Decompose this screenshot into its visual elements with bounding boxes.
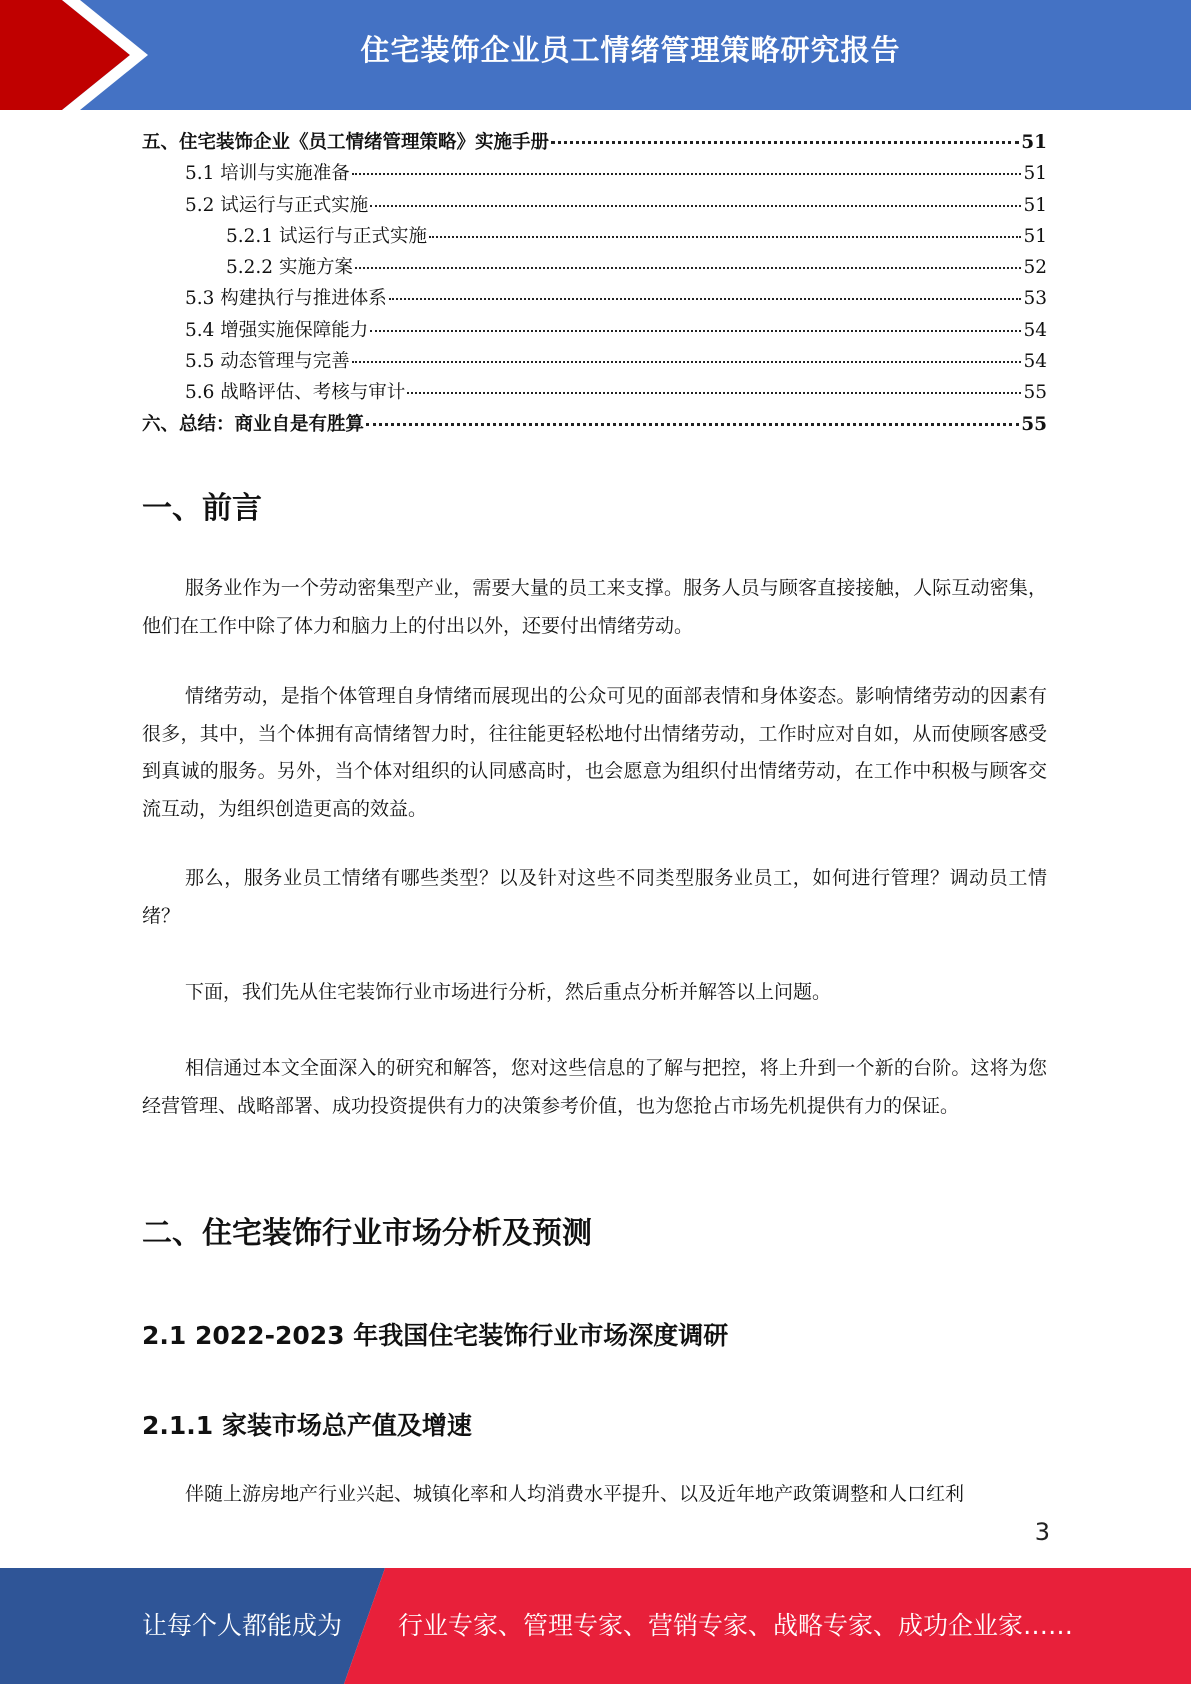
toc-entry-label: 5.1 培训与实施准备 (185, 163, 350, 185)
toc-entry-page: 51 (1023, 194, 1047, 216)
toc-entry-page: 51 (1021, 132, 1047, 153)
toc-entry-label: 5.2 试运行与正式实施 (185, 194, 369, 216)
header-title: 住宅装饰企业员工情绪管理策略研究报告 (360, 33, 901, 67)
toc-entry-label: 5.2.1 试运行与正式实施 (226, 225, 427, 247)
toc-entry-label: 5.6 战略评估、考核与审计 (185, 382, 406, 404)
toc-entry-page: 51 (1023, 163, 1047, 185)
toc-dot-leader (370, 205, 1021, 207)
toc-entry-page: 51 (1023, 225, 1047, 247)
toc-entry-label: 5.5 动态管理与完善 (185, 351, 350, 373)
header-red-chevron (0, 0, 130, 110)
toc-entry-page: 54 (1023, 351, 1047, 373)
toc-entry[interactable] (142, 284, 1047, 315)
toc-entry-page: 53 (1023, 288, 1047, 310)
toc-dot-leader (352, 173, 1022, 175)
footer-slogan-left: 让每个人都能成为 (142, 1611, 343, 1640)
toc-entry-label: 六、总结：商业自是有胜算 (142, 413, 365, 435)
subsection-heading-2-1-1: 2.1.1 家装市场总产值及增速 (142, 1411, 472, 1440)
toc-entry[interactable] (142, 159, 1047, 190)
toc-entry[interactable] (142, 191, 1047, 222)
toc-entry-label: 5.3 构建执行与推进体系 (185, 288, 387, 310)
paragraph: 那么，服务业员工情绪有哪些类型？以及针对这些不同类型服务业员工，如何进行管理？调动员工情绪？ (142, 867, 1047, 927)
footer-slogan-right: 行业专家、管理专家、营销专家、战略专家、成功企业家…… (398, 1611, 1074, 1640)
paragraph: 相信通过本文全面深入的研究和解答，您对这些信息的了解与把控，将上升到一个新的台阶。这将为您经营管理、战略部署、成功投资提供有力的决策参考价值，也为您抢占市场先机提供有力的保证。 (142, 1057, 1047, 1117)
toc-entry-page: 52 (1023, 257, 1047, 279)
page-number: 3 (1034, 1518, 1050, 1546)
paragraph: 伴随上游房地产行业兴起、城镇化率和人均消费水平提升、以及近年地产政策调整和人口红利 (185, 1483, 965, 1505)
toc-entry[interactable] (142, 316, 1047, 347)
page-header (0, 0, 1191, 110)
paragraph: 情绪劳动，是指个体管理自身情绪而展现出的公众可见的面部表情和身体姿态。影响情绪劳动的因素有很多，其中，当个体拥有高情绪智力时，往往能更轻松地付出情绪劳动，工作时应对自如，从而使顾客感受到真诚的服务。另外，当个体对组织的认同感高时，也会愿意为组织付出情绪劳动，在工作中积极与顾客交流互动，为组织创造更高的效益。 (142, 685, 1047, 820)
toc-dot-leader (355, 267, 1022, 269)
paragraph: 下面，我们先从住宅装饰行业市场进行分析，然后重点分析并解答以上问题。 (185, 981, 832, 1003)
toc-entry-page: 54 (1023, 319, 1047, 341)
toc-dot-leader (389, 298, 1022, 300)
subsection-heading-2-1: 2.1 2022-2023 年我国住宅装饰行业市场深度调研 (142, 1321, 729, 1350)
toc-entry[interactable] (142, 378, 1047, 409)
toc-dot-leader (429, 236, 1021, 238)
page-footer (0, 1568, 1191, 1684)
toc-dot-leader (352, 361, 1022, 363)
toc-entry[interactable] (142, 410, 1047, 441)
paragraph: 服务业作为一个劳动密集型产业，需要大量的员工来支撑。服务人员与顾客直接接触，人际互动密集，他们在工作中除了体力和脑力上的付出以外，还要付出情绪劳动。 (142, 577, 1047, 637)
toc-dot-leader (551, 141, 1019, 144)
toc-dot-leader (366, 423, 1019, 426)
toc-entry-page: 55 (1023, 382, 1047, 404)
toc-dot-leader (370, 330, 1021, 332)
toc-entry-label: 5.4 增强实施保障能力 (185, 319, 369, 341)
toc-entry[interactable] (142, 253, 1047, 284)
toc-entry-label: 五、住宅装饰企业《员工情绪管理策略》实施手册 (142, 132, 550, 153)
toc-entry-page: 55 (1021, 413, 1047, 435)
toc-entry[interactable] (142, 222, 1047, 253)
toc-dot-leader (407, 392, 1021, 394)
toc-entry[interactable] (142, 128, 1047, 159)
section-heading-preface: 一、前言 (142, 491, 262, 526)
toc-entry-label: 5.2.2 实施方案 (226, 257, 353, 279)
table-of-contents (142, 128, 1047, 441)
section-heading-market-analysis: 二、住宅装饰行业市场分析及预测 (142, 1216, 592, 1251)
toc-entry[interactable] (142, 347, 1047, 378)
